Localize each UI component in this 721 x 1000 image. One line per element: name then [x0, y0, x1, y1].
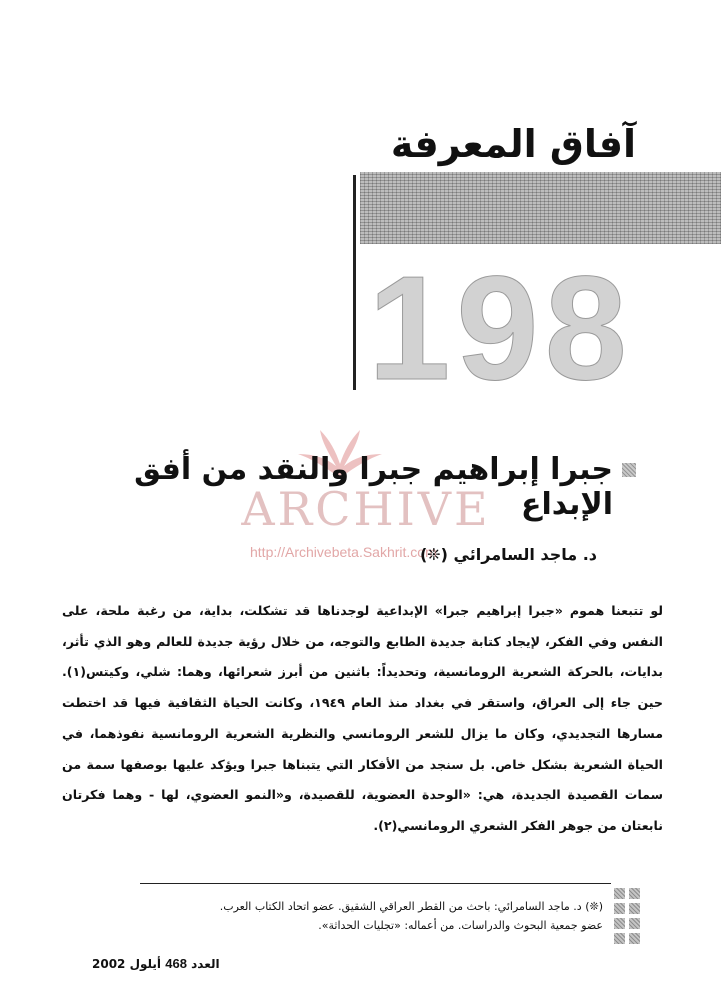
texture-band — [360, 172, 721, 244]
issue-date: أيلول 2002 — [92, 957, 162, 971]
grid-decoration — [614, 888, 640, 958]
issue-label: العدد — [191, 957, 220, 971]
vertical-rule — [353, 175, 356, 390]
title-marker — [622, 463, 636, 477]
article-body — [62, 596, 663, 842]
article-author: د. ماجد السامرائي (❊) — [419, 545, 597, 564]
watermark-url: http://Archivebeta.Sakhrit.com — [250, 544, 437, 560]
watermark-text: ARCHIVE — [241, 482, 491, 536]
issue-number: 468 — [165, 956, 187, 971]
article-title: جبرا إبراهيم جبرا والنقد من أفق الإبداع — [134, 452, 613, 522]
footnote-rule — [140, 883, 611, 884]
footnote-line-2: عضو جمعية البحوث والدراسات. من أعماله: «تجليات الحداثة». — [318, 919, 603, 932]
footnote — [83, 897, 603, 935]
footnote-line-1: (❊) د. ماجد السامرائي: باحث من القطر العراقي الشقيق. عضو اتحاد الكتاب العرب. — [219, 900, 603, 913]
page-number: 198 — [368, 246, 633, 411]
section-title: آفاق المعرفة — [390, 122, 636, 166]
body-paragraph: لو تتبعنا هموم «جبرا إبراهيم جبرا» الإبداعية لوجدناها قد تشكلت، بداية، من رغبة ملحة، على النفس وفي الفكر، لإيجاد كتابة جديدة الطابع والتوجه، من خلال رؤية جديدة للعالم وهو الذي تأثر، بدايات، بالحركة الشعرية الرومانسية، وتحديداً: باثنين من أبرز شعرائها، وهما: شلي، وكيتس(١). حين جاء إلى العراق، واستقر في بغداد منذ العام ١٩٤٩، وكانت الحياة الثقافية فيها قد اختطت مسارها التجديدي، وكان ما يزال للشعر الرومانسي والنظرية الشعرية الرومانسية نفوذهما، في الحياة الشعرية بشكل خاص. بل سنجد من الأفكار التي يتبناها جبرا ويؤكد عليها بوصفها سمة من سمات القصيدة الجديدة، هي: «الوحدة العضوية، للقصيدة، و«النمو العضوي، لها - وهما فكرتان نابعتان من جوهر الفكر الشعري الرومانسي(٢). — [62, 603, 664, 833]
issue-info — [92, 956, 220, 971]
